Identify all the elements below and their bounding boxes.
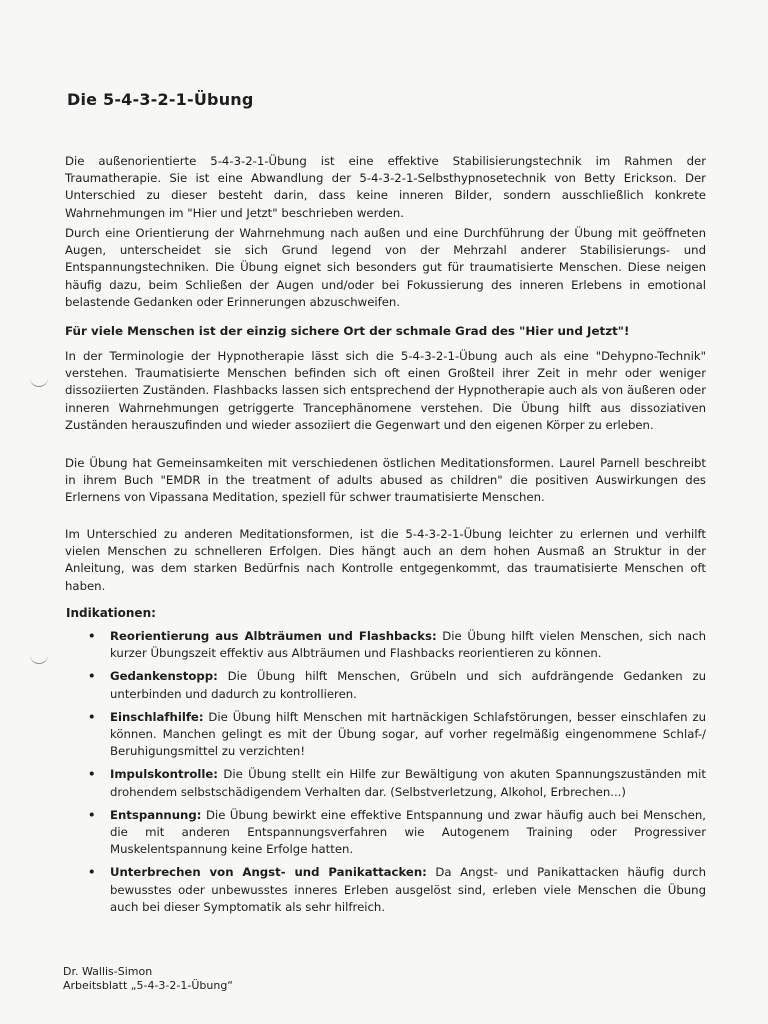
bullet-icon: • <box>88 865 96 880</box>
bullet-icon: • <box>88 807 96 822</box>
hole-punch-mark <box>30 655 48 664</box>
bullet-icon: • <box>88 629 96 643</box>
list-item-term: Einschlafhilfe: <box>110 709 204 724</box>
bullet-icon: • <box>88 767 96 782</box>
list-item-text: Die Übung bewirkt eine effektive Entspannung und zwar häufig auch bei Menschen, die mit anderen Entspannungsverfahren wie Autogenem Training oder Progressiver Muskelentspannung keine Erfolge hatten. <box>110 807 706 857</box>
meditation-paragraph: Die Übung hat Gemeinsamkeiten mit verschiedenen östlichen Meditationsformen. Laurel Parnell beschreibt in ihrem Buch "EMDR in the treatment of adults abused as children" die positiven Auswirkungen des Erlernens von Vipassana Meditation, speziell für schwer traumatisierte Menschen. <box>65 456 706 505</box>
list-item-text: Die Übung hilft Menschen, Grübeln und sich aufdrängende Gedanken zu unterbinden und dadurch zu kontrollieren. <box>110 669 706 701</box>
list-item-term: Impulskontrolle: <box>110 767 218 782</box>
footer-author: Dr. Wallis-Simon <box>63 965 153 978</box>
list-item <box>88 807 706 859</box>
list-item-term: Gedankenstopp: <box>110 669 218 684</box>
list-item <box>88 668 706 702</box>
list-item <box>88 628 706 662</box>
bullet-icon: • <box>88 669 96 684</box>
lead-statement: Für viele Menschen ist der einzig sichere Ort der schmale Grad des "Hier und Jetzt"! <box>65 324 630 338</box>
list-item-term: Entspannung: <box>110 807 202 822</box>
terminology-paragraph: In der Terminologie der Hypnotherapie lässt sich die 5-4-3-2-1-Übung auch als eine "Dehypno-Technik" verstehen. Traumatisierte Menschen befinden sich oft einen Großteil ihrer Zeit in mehr oder weniger dissoziierten Zuständen. Flashbacks lassen sich entsprechend der Hypnotherapie auch als von äußeren oder inneren Wahrnehmungen getriggerte Trancephänomene verstehen. Die Übung hilft aus dissoziativen Zuständen herauszufinden und wieder assoziiert die Gegenwart und den eigenen Körper zu erleben. <box>65 349 706 432</box>
hole-punch-mark <box>30 378 48 387</box>
page-footer <box>63 965 233 993</box>
list-item <box>88 766 706 800</box>
list-item-text: Die Übung hilft Menschen mit hartnäckigen Schlafstörungen, besser einschlafen zu können. Manchen gelingt es mit der Übung sogar, auf vorher regelmäßig eingenommene Schlaf-/ Beruhigungsmittel zu verzichten! <box>110 709 706 759</box>
list-item-term: Unterbrechen von Angst- und Panikattacken: <box>110 865 427 880</box>
orientation-paragraph: Durch eine Orientierung der Wahrnehmung nach außen und eine Durchführung der Übung mit geöffneten Augen, unterscheidet sie sich Grund legend von der Mehrzahl anderer Stabilisierungs- und Entspannungstechniken. Die Übung eignet sich besonders gut für traumatisierte Menschen. Diese neigen häufig dazu, beim Schließen der Augen und/oder bei Fokussierung des inneren Erlebens in emotional belastende Gedanken oder Erinnerungen abzuschweifen. <box>65 226 706 309</box>
list-item <box>88 864 706 916</box>
list-item-text: Da Angst- und Panikattacken häufig durch bewusstes oder unbewusstes inneres Erleben ausgelöst sind, erleben viele Menschen die Übung auch bei dieser Symptomatik als sehr hilfreich. <box>110 865 706 914</box>
bullet-icon: • <box>88 709 96 724</box>
list-item-text: Die Übung hilft vielen Menschen, sich nach kurzer Übungszeit effektiv aus Albträumen und Flashbacks reorientieren zu können. <box>110 629 706 661</box>
difference-paragraph: Im Unterschied zu anderen Meditationsformen, ist die 5-4-3-2-1-Übung leichter zu erlernen und verhilft vielen Menschen zu schnelleren Erfolgen. Dies hängt auch an dem hohen Ausmaß an Struktur in der Anleitung, was dem starken Bedürfnis nach Kontrolle entgegenkommt, das traumatisierte Menschen oft haben. <box>65 527 706 593</box>
list-item <box>88 709 706 761</box>
footer-sheet: Arbeitsblatt „5-4-3-2-1-Übung“ <box>63 979 233 992</box>
list-item-term: Reorientierung aus Albträumen und Flashbacks: <box>110 629 437 643</box>
list-item-text: Die Übung stellt ein Hilfe zur Bewältigung von akuten Spannungszuständen mit drohendem selbstschädigendem Verhalten dar. (Selbstverletzung, Alkohol, Erbrechen...) <box>110 767 706 799</box>
indications-heading: Indikationen: <box>66 606 156 620</box>
intro-paragraph: Die außenorientierte 5-4-3-2-1-Übung ist eine effektive Stabilisierungstechnik im Rahmen der Traumatherapie. Sie ist eine Abwandlung der 5-4-3-2-1-Selbsthypnosetechnik von Betty Erickson. Der Unterschied zu dieser besteht darin, dass keine inneren Bilder, sondern ausschließlich konkrete Wahrnehmungen im "Hier und Jetzt" beschrieben werden. <box>65 154 706 220</box>
page-title: Die 5-4-3-2-1-Übung <box>67 90 254 109</box>
indications-list <box>88 628 706 922</box>
